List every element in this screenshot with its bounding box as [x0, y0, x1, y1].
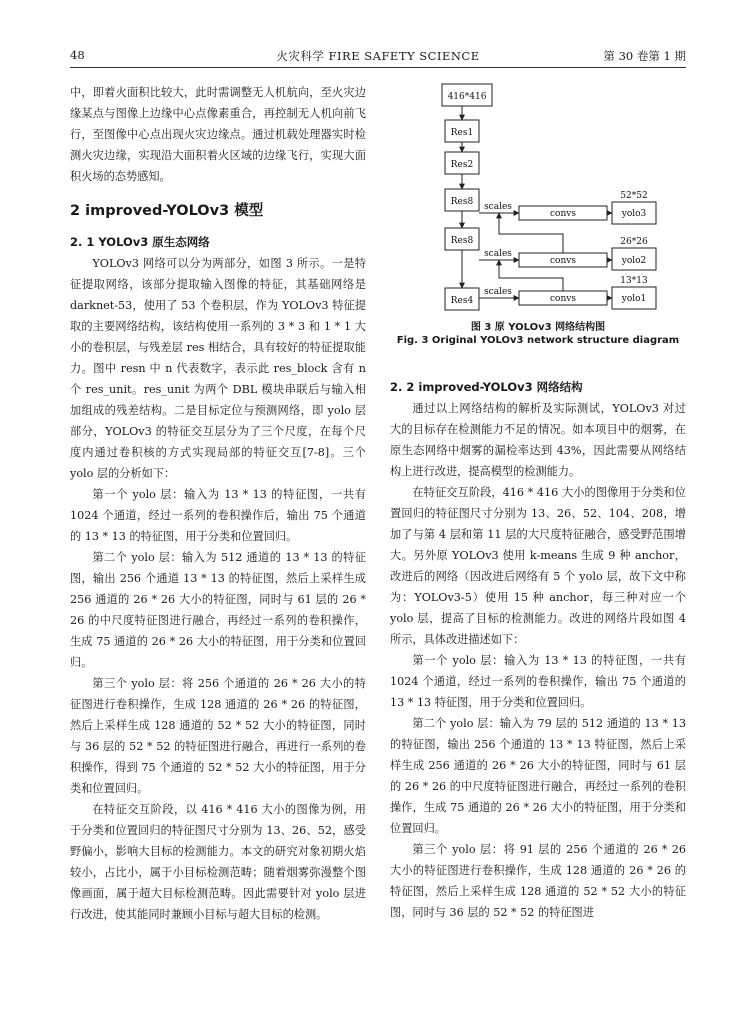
paragraph: 在特征交互阶段，以 416 * 416 大小的图像为例，用于分类和位置回归的特征图尺寸分别为 13、26、52，感受野偏小，影响大目标的检测能力。本文的研究对象初期火焰较小，占比小，属于小目标检测范畴；随着烟雾弥漫整个图像画面，属于超大目标检测范畴。因此需要针对 yolo 层进行改进，使其能同时兼顾小目标与超大目标的检测。 — [70, 803, 366, 921]
res8a-label: Res8 — [450, 197, 474, 207]
yolo2-label: yolo2 — [621, 256, 647, 266]
paragraph: 第一个 yolo 层：输入为 13 * 13 的特征图，一共有 1024 个通道，经过一系列的卷积操作后，输出 75 个通道的 13 * 13 的特征图，用于分类和位置回归。 — [70, 488, 366, 543]
header-rule — [70, 67, 686, 68]
res4-label: Res4 — [450, 296, 474, 306]
intro-paragraph: 中，即着火面积比较大，此时需调整无人机航向，至火灾边缘某点与图像上边缘中心点像素重合，再控制无人机向前飞行，至图像中心点出现火灾边缘点。通过机载处理器实时检测火灾边缘，实现沿大面积着火区域的边缘飞行，实现大面积火场的态势感知。 — [70, 86, 366, 183]
paragraph: 第三个 yolo 层：将 91 层的 256 个通道的 26 * 26 大小的特征图进行卷积操作，生成 128 通道的 26 * 26 的特征图，然后上采样生成 128 通道的 52 * 52 大小的特征图，同时与 36 层的 52 * 52 的特征图进 — [390, 843, 686, 919]
figure-3-caption-cn: 图 3 原 YOLOv3 网络结构图 — [470, 322, 606, 333]
paragraph: 在特征交互阶段，416 * 416 大小的图像用于分类和位置回归的特征图尺寸分别为 13、26、52、104、208，增加了与第 4 层和第 11 层的大尺度特征融合，感受野范围增大。另外原 YOLOv3 使用 k-means 生成 9 种 anchor，改进后的网络（因改进后网络有 5 个 yolo 层，故下文中称为：YOLOv3-5）使用 15 种 anchor，每三种对应一个 yolo 层，提高了目标的检测能力。改进的网络片段如图 4 所示，具体改进描述如下： — [390, 486, 686, 646]
size-52-label: 52*52 — [620, 191, 648, 201]
convs-label-1: convs — [550, 294, 576, 304]
journal-title: 火灾科学 FIRE SAFETY SCIENCE — [276, 49, 480, 63]
paragraph: 第二个 yolo 层：输入为 79 层的 512 通道的 13 * 13 的特征图，输出 256 个通道的 13 * 13 特征图，然后上采样生成 256 通道的 26 * 26 大小的特征图，同时与 61 层的 26 * 26 的中尺度特征图进行融合，再经过一系列的卷积操作，生成 75 通道的 26 * 26 大小的特征图，用于分类和位置回归。 — [390, 717, 686, 835]
paragraph: 通过以上网络结构的解析及实际测试，YOLOv3 对过大的目标存在检测能力不足的情况。如本项目中的烟雾，在原生态网络中烟雾的漏检率达到 43%，因此需要从网络结构上进行改进，提高模型的检测能力。 — [390, 402, 686, 478]
yolo1-label: yolo1 — [621, 294, 647, 304]
size-26-label: 26*26 — [620, 237, 648, 247]
input-label: 416*416 — [447, 92, 487, 102]
convs-label-2: convs — [550, 256, 576, 266]
section-2-heading: 2 improved-YOLOv3 模型 — [70, 203, 264, 219]
scales-label-2: scales — [484, 249, 512, 259]
right-column — [390, 372, 686, 923]
figure-3-caption-en: Fig. 3 Original YOLOv3 network structure diagram — [396, 335, 680, 346]
size-13-label: 13*13 — [620, 276, 648, 286]
left-column — [70, 82, 366, 925]
res2-label: Res2 — [450, 160, 474, 170]
running-header — [70, 48, 686, 66]
convs-label-3: convs — [550, 209, 576, 219]
figure-3-diagram — [390, 82, 686, 354]
paragraph: 第一个 yolo 层：输入为 13 * 13 的特征图，一共有 1024 个通道，经过一系列的卷积操作，输出 75 个通道的 13 * 13 特征图，用于分类和位置回归。 — [390, 654, 686, 709]
scales-label-3: scales — [484, 202, 512, 212]
yolo3-label: yolo3 — [621, 209, 647, 219]
subsection-2-2-heading: 2. 2 improved-YOLOv3 网络结构 — [390, 380, 583, 394]
subsection-2-1-heading: 2. 1 YOLOv3 原生态网络 — [70, 235, 210, 249]
res1-label: Res1 — [450, 128, 474, 138]
volume-issue: 第 30 卷第 1 期 — [603, 49, 686, 63]
paragraph: 第三个 yolo 层：将 256 个通道的 26 * 26 大小的特征图进行卷积操作，生成 128 通道的 26 * 26 的特征图，然后上采样生成 128 通道的 52 * 52 大小的特征图，同时与 36 层的 52 * 52 的特征图进行融合，再进行一系列的卷积操作，得到 75 个通道的 52 * 52 大小的特征图，用于分类和位置回归。 — [70, 677, 366, 795]
page-number: 48 — [70, 48, 85, 62]
res8b-label: Res8 — [450, 236, 474, 246]
scales-label-1: scales — [484, 287, 512, 297]
paragraph: YOLOv3 网络可以分为两部分，如图 3 所示。一是特征提取网络，该部分提取输入图像的特征，其基础网络是 darknet-53，使用了 53 个卷积层，作为 YOLOv3 特征提取的主要网络结构，该结构使用一系列的 3 * 3 和 1 * 1 大小的卷积层，与残差层 res 相结合，具有较好的特征提取能力。图中 resn 中 n 代表数字，表示此 res_block 含有 n 个 res_unit。res_unit 为两个 DBL 模块串联后与输入相加组成的残差结构。二是目标定位与预测网络，即 yolo 层部分，YOLOv3 的特征交互层分为了三个尺度，在每个尺度内通过卷积核的方式实现局部的特征交互[7-8]。三个 yolo 层的分析如下： — [70, 257, 366, 480]
paragraph: 第二个 yolo 层：输入为 512 通道的 13 * 13 的特征图，输出 256 个通道 13 * 13 的特征图，然后上采样生成 256 通道的 26 * 26 大小的特征图，同时与 61 层的 26 * 26 的中尺度特征图进行融合，再经过一系列的卷积操作，生成 75 通道的 26 * 26 大小的特征图，用于分类和位置回归。 — [70, 551, 366, 669]
